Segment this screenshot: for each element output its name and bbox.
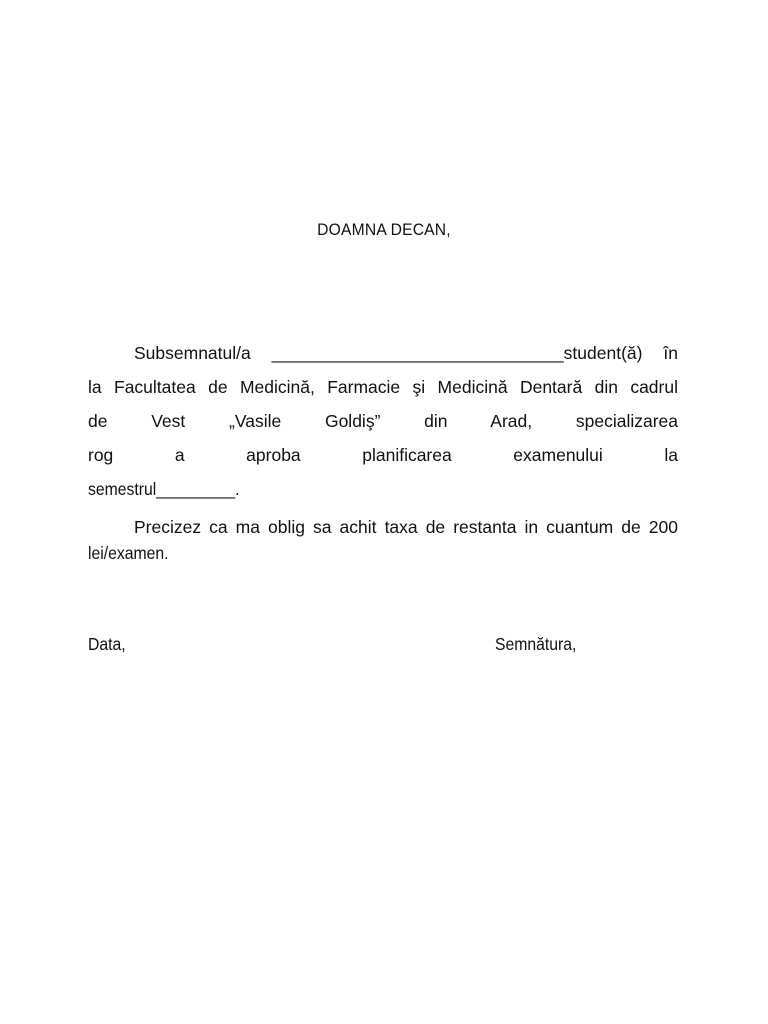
request-line-1: Subsemnatul/a ______________________________student(ă) în <box>134 343 678 363</box>
request-line-4: rog a aproba planificarea examenului la <box>88 445 678 465</box>
document-title: DOAMNA DECAN, <box>317 220 451 239</box>
request-line-5 <box>88 472 678 506</box>
fee-line-1: Precizez ca ma oblig sa achit taxa de restanta in cuantum de 200 <box>134 517 678 537</box>
fee-paragraph <box>88 514 678 566</box>
request-line-2: la Facultatea de Medicină, Farmacie şi Medicină Dentară din cadrul <box>88 377 678 397</box>
request-paragraph <box>88 336 678 506</box>
fee-line-2 <box>88 540 678 566</box>
request-line-3: de Vest „Vasile Goldiş” din Arad, specializarea <box>88 411 678 431</box>
request-line-5-text: semestrul_________. <box>88 479 240 499</box>
signature-label: Semnătura, <box>495 634 577 654</box>
date-label: Data, <box>88 634 126 654</box>
fee-line-2-text: lei/examen. <box>88 543 169 563</box>
